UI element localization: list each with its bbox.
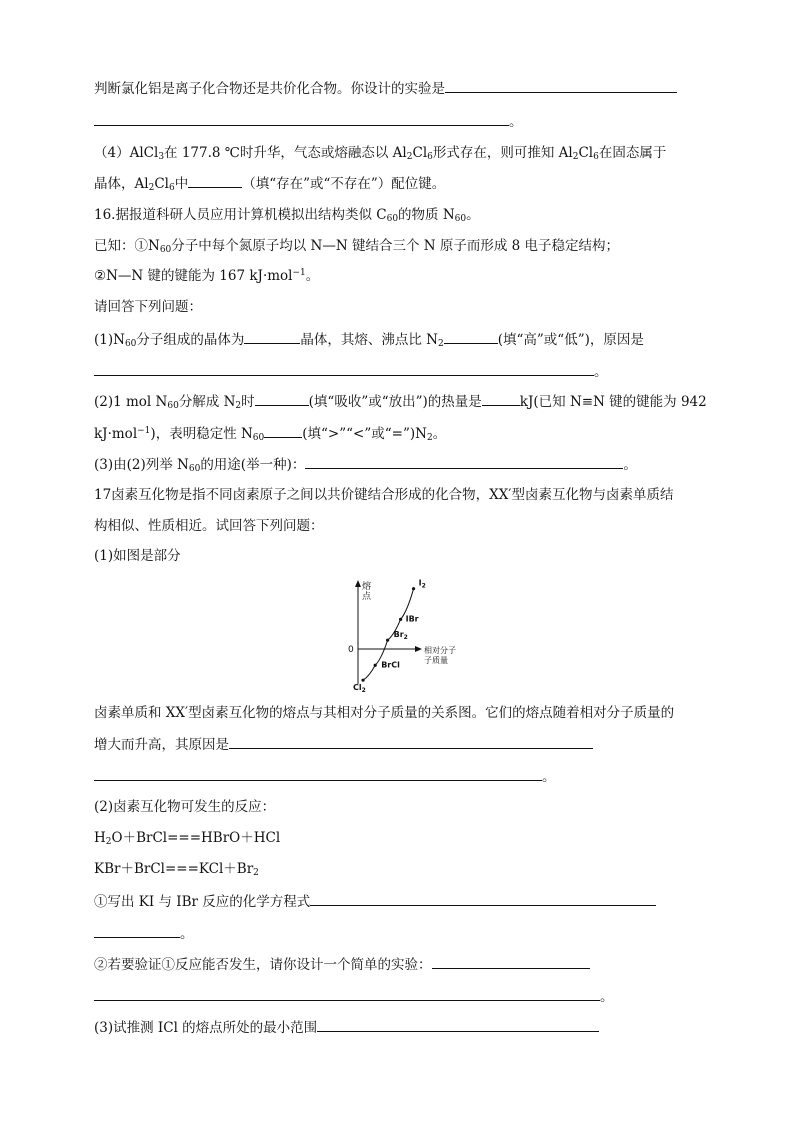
answer-blank[interactable] (229, 735, 593, 749)
q17-line1: 17卤素互化物是指不同卤素原子之间以共价键结合形成的化合物，XX′型卤素互化物与卤素单质结 (94, 487, 674, 503)
q17-line2: 构相似、性质相近。试回答下列问题： (94, 518, 324, 534)
q16-part3: (3)由(2)列举 $N_{60}$的用途(举一种)： 。 (94, 457, 637, 474)
data-point (361, 679, 364, 682)
q17-eq2: $KBr+BrCl===KCl+Br_2$ (94, 861, 259, 878)
answer-blank[interactable] (94, 924, 180, 938)
data-point (374, 664, 377, 667)
q16-known1: 已知：$①N_{60}$分子中每个氮原子均以 N—N 键结合三个 N 原子而形成 8 电子稳定结构； (94, 238, 620, 255)
q17-line4: 卤素单质和 XX′型卤素互化物的熔点与其相对分子质量的关系图。它们的熔点随着相对分子质量的 (94, 705, 675, 721)
q17-sub2-line2: 。 (94, 987, 614, 1006)
q16-part1-line2: 。 (94, 362, 608, 381)
answer-blank[interactable] (94, 987, 600, 1001)
q15-line1: 判断氯化铝是离子化合物还是共价化合物。你设计的实验是 (94, 79, 677, 98)
answer-blank[interactable] (94, 112, 509, 126)
answer-blank[interactable] (255, 392, 309, 406)
point-label: BrCl (381, 660, 400, 670)
q17-line6: 。 (94, 767, 556, 786)
point-label: IBr (405, 614, 419, 624)
melting-point-chart (340, 576, 460, 695)
q15-part4-line1: （4）AlCl$_3$在 177.8 ℃时升华，气态或熔融态以 $Al_2Cl_6$形式存在，则可推知 $Al_2Cl_6$在固态属于 (94, 145, 667, 162)
answer-blank[interactable] (432, 955, 590, 969)
answer-blank[interactable] (310, 892, 656, 906)
answer-blank[interactable] (244, 330, 300, 344)
q16-part1: $(1)N_{60}$分子组成的晶体为 晶体，其熔、沸点比 $N_2$ (填“高”或“低”)，原因是 (94, 332, 644, 349)
x-axis-label: 相对分子 (424, 646, 456, 655)
answer-blank[interactable] (94, 362, 594, 376)
q17-sub1: ①写出 KI 与 IBr 反应的化学方程式 (94, 892, 656, 911)
q17-sub2: ②若要验证①反应能否发生，请你设计一个简单的实验： (94, 955, 590, 974)
q16-part2-line2: kJ·mol$^{-1}$)，表明稳定性 $N_{60}$ (填“>”“<”或“$=”)N_2$。 (94, 426, 447, 443)
q16-part2: (2)1 mol $N_{60}$分解成 $N_2$时 (填“吸收”或“放出”)的热量是 kJ(已知 N≡N 键的键能为 942 (94, 394, 707, 411)
y-axis-label: 点 (362, 592, 372, 602)
origin-label: 0 (348, 645, 354, 655)
q17-part3: (3)试推测 ICl 的熔点所处的最小范围 (94, 1018, 599, 1037)
answer-blank[interactable] (482, 392, 520, 406)
q17-line5: 增大而升高，其原因是 (94, 735, 593, 754)
q15-line2: 。 (94, 112, 523, 131)
x-axis-arrow (415, 646, 422, 652)
data-point (412, 587, 415, 590)
q16-known2: ②N—N 键的键能为 167 kJ·mol$^{-1}$。 (94, 268, 320, 284)
data-point (386, 639, 389, 642)
y-axis-label: 熔 (362, 582, 372, 592)
q17-part2: (2)卤素互化物可发生的反应： (94, 799, 276, 815)
point-label: $Br_2$ (393, 630, 408, 642)
q16-ask: 请回答下列问题： (94, 299, 202, 315)
answer-blank[interactable] (317, 1018, 599, 1032)
q15-part4-line2: 晶体，$Al_2Cl_6$中 （填“存在”或“不存在”）配位键。 (94, 176, 446, 193)
q17-sub1-line2: 。 (94, 924, 194, 943)
answer-blank[interactable] (445, 79, 677, 93)
q17-eq1: $H_2O+BrCl===HBrO+HCl$ (94, 830, 281, 847)
data-point (399, 618, 402, 621)
x-axis-label: 子质量 (424, 656, 448, 665)
point-label: $I_2$ (418, 578, 426, 590)
answer-blank[interactable] (94, 767, 542, 781)
y-axis-arrow (355, 580, 361, 587)
point-label: $Cl_2$ (353, 683, 366, 695)
answer-blank[interactable] (444, 330, 498, 344)
q17-line3: (1)如图是部分 (94, 548, 181, 564)
answer-blank[interactable] (188, 174, 242, 188)
answer-blank[interactable] (264, 424, 302, 438)
answer-blank[interactable] (305, 455, 623, 469)
q16-title: 16.据报道科研人员应用计算机模拟出结构类似 $C_{60}$的物质 $N_{60}$。 (94, 207, 480, 224)
